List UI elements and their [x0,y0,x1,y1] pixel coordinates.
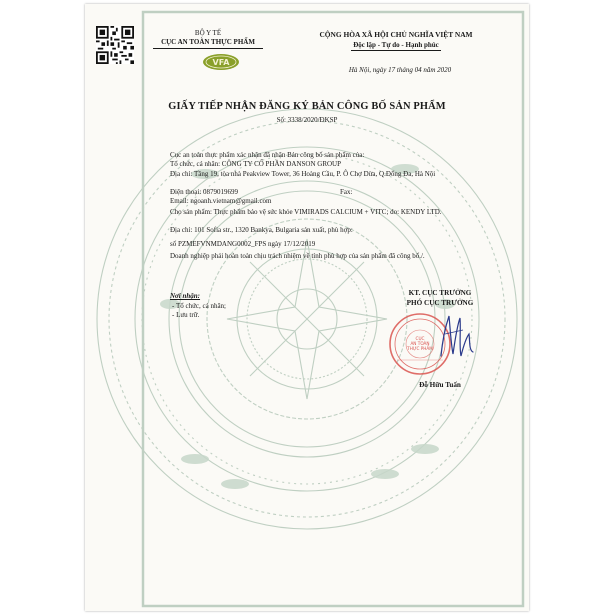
logo-text: VFA [212,58,230,67]
product-line: Cho sản phẩm: Thực phẩm bảo vệ sức khỏe VIMIRADS CALCIUM + VITC; do: KENDY LTD. [170,208,442,216]
qr-code [96,26,134,64]
document-number: Số: 3338/2020/ĐKSP [276,116,338,124]
signature-authority: KT. CỤC TRƯỞNG [408,289,472,297]
recipients-heading: Nơi nhận: [170,292,201,300]
signer-name: Đỗ Hữu Tuấn [419,381,461,389]
vfa-logo [201,52,241,72]
agency-name: CỤC AN TOÀN THỰC PHẨM [153,38,263,49]
handwritten-signature [433,304,483,364]
certificate-document [85,4,529,611]
nation-name: CỘNG HÒA XÃ HỘI CHỦ NGHĨA VIỆT NAM [319,30,473,39]
national-motto: Độc lập - Tự do - Hạnh phúc [353,41,439,49]
svg-text:CỤC: CỤC [415,336,425,341]
manufacturer-address-line: Địa chỉ: 101 Sofia str., 1320 Bankya, Bulgaria sản xuất, phù hợp: [170,226,353,234]
ministry-name: BỘ Y TẾ [194,29,222,37]
fax-line: Fax: [340,188,353,196]
svg-text:AN TOÀN: AN TOÀN [410,341,430,346]
national-header [283,30,509,51]
standard-line: số PZMEFVNMDANG0002_FPS ngày 17/12/2019 [170,240,316,248]
recipient-item: - Lưu trữ. [172,311,200,319]
organization-line: Tổ chức, cá nhân: CÔNG TY CỔ PHẦN DANSON GROUP [170,160,342,168]
email-line: Email: ngoanh.vietnam@gmail.com [170,197,272,205]
document-title: GIẤY TIẾP NHẬN ĐĂNG KÝ BẢN CÔNG BỐ SẢN PHẨM [168,101,446,112]
signature-position: PHÓ CỤC TRƯỞNG [406,299,474,307]
recipient-item: - Tổ chức, cá nhân; [172,302,227,310]
issuing-authority [153,29,263,49]
responsibility-line: Doanh nghiệp phải hoàn toàn chịu trách nhiệm về tính phù hợp của sản phẩm đã công bố./. [170,252,425,260]
address-line: Địa chỉ: Tầng 19, tòa nhà Peakview Tower, 36 Hoàng Cầu, P. Ô Chợ Dừa, Q.Đống Đa, Hà Nội [170,170,436,178]
svg-text:THỰC PHẨM: THỰC PHẨM [407,346,433,351]
phone-line: Điện thoại: 0879019699 [170,188,239,196]
intro-line: Cục an toàn thực phẩm xác nhận đã nhận Bản công bố sản phẩm của: [170,151,365,159]
issue-date: Hà Nội, ngày 17 tháng 04 năm 2020 [348,66,452,74]
